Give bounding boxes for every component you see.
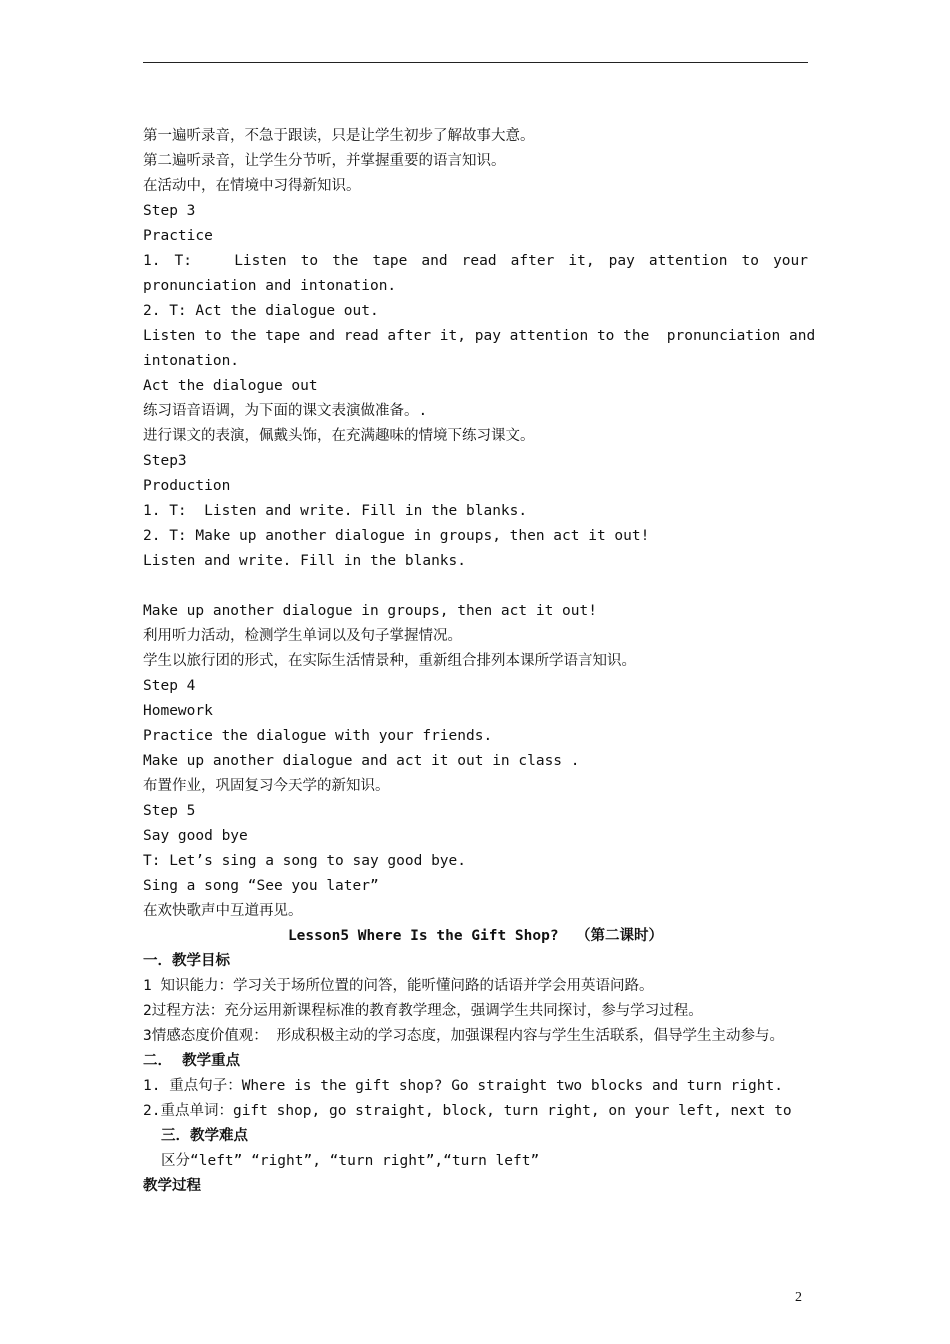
text-line: Sing a song “See you later” [143, 878, 379, 894]
key-point-item: 1. 重点句子：Where is the gift shop? Go straight two blocks and turn right. [143, 1078, 783, 1094]
text-line: 布置作业，巩固复习今天学的新知识。 [143, 778, 390, 794]
step-label: Step 4 [143, 678, 196, 694]
text-line: 在活动中，在情境中习得新知识。 [143, 178, 361, 194]
section-label: Production [143, 478, 231, 494]
section-heading-difficulties: 三．教学难点 [161, 1128, 248, 1144]
text-line: intonation. [143, 353, 240, 369]
text-line: 利用听力活动，检测学生单词以及句子掌握情况。 [143, 628, 462, 644]
section-heading-key-points: 二． 教学重点 [143, 1053, 241, 1069]
document-body [143, 124, 816, 1199]
page-number: 2 [795, 1290, 802, 1305]
section-label: Say good bye [143, 828, 248, 844]
objective-item: 3情感态度价值观： 形成积极主动的学习态度，加强课程内容与学生生活联系，倡导学生主动参与。 [143, 1028, 784, 1044]
text-line: Listen to the tape and read after it, pay attention to the pronunciation and [143, 328, 816, 344]
text-line: 学生以旅行团的形式，在实际生活情景种，重新组合排列本课所学语言知识。 [143, 653, 636, 669]
section-heading-process: 教学过程 [143, 1178, 201, 1194]
section-label: Homework [143, 703, 213, 719]
section-heading-objectives: 一．教学目标 [143, 953, 230, 969]
key-point-item: 2.重点单词：gift shop, go straight, block, turn right, on your left, next to [143, 1103, 792, 1119]
text-line: Act the dialogue out [143, 378, 318, 394]
text-line: 2. T: Act the dialogue out. [143, 303, 379, 319]
text-line: 在欢快歌声中互道再见。 [143, 903, 303, 919]
step-label: Step 5 [143, 803, 196, 819]
text-line: 进行课文的表演，佩戴头饰，在充满趣味的情境下练习课文。 [143, 428, 535, 444]
lesson-title: Lesson5 Where Is the Gift Shop? （第二课时） [287, 928, 664, 944]
step-label: Step 3 [143, 203, 196, 219]
text-line: 1. T: Listen to the tape and read after it, pay attention to your [143, 253, 808, 269]
text-line: 第一遍听录音，不急于跟读，只是让学生初步了解故事大意。 [143, 128, 535, 144]
header-rule [143, 62, 808, 63]
text-line: pronunciation and intonation. [143, 278, 397, 294]
text-line: Make up another dialogue in groups, then act it out! [143, 603, 597, 619]
text-line: T: Let’s sing a song to say good bye. [143, 853, 467, 869]
text-line: Make up another dialogue and act it out in class . [143, 753, 580, 769]
objective-item: 1 知识能力：学习关于场所位置的问答，能听懂问路的话语并学会用英语问路。 [143, 978, 654, 994]
objective-item: 2过程方法：充分运用新课程标准的教育教学理念，强调学生共同探讨，参与学习过程。 [143, 1003, 703, 1019]
text-line: Practice the dialogue with your friends. [143, 728, 493, 744]
difficulty-item: 区分“left” “right”, “turn right”,“turn left” [161, 1153, 540, 1169]
blank-line [143, 574, 808, 599]
text-line: Listen and write. Fill in the blanks. [143, 553, 467, 569]
section-label: Practice [143, 228, 213, 244]
text-line: 第二遍听录音，让学生分节听，并掌握重要的语言知识。 [143, 153, 506, 169]
text-line: 2. T: Make up another dialogue in groups, then act it out! [143, 528, 650, 544]
text-line: 1. T: Listen and write. Fill in the blanks. [143, 503, 528, 519]
step-label: Step3 [143, 453, 187, 469]
text-line: 练习语音语调，为下面的课文表演做准备。. [143, 403, 428, 419]
